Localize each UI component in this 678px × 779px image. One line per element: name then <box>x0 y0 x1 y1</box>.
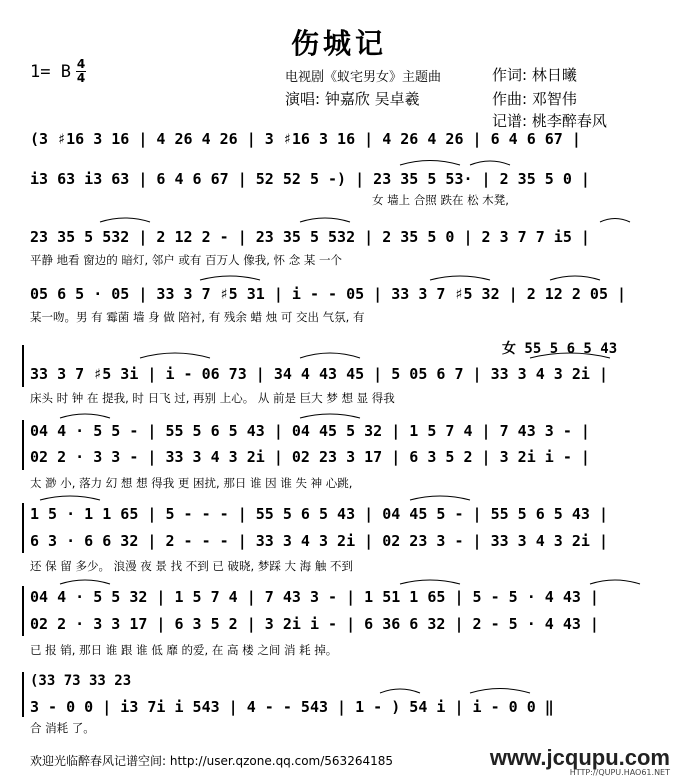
time-signature-top: 4 <box>76 57 86 71</box>
score-row-8-lower: 02 2 · 3 3 17 | 6 3 5 2 | 3 2i i - | 6 36 6 32 | 2 - 5 · 4 43 | <box>30 615 599 633</box>
score-row-7-lower: 6 3 · 6 6 32 | 2 - - - | 33 3 4 3 2i | 02 23 3 - | 33 3 4 3 2i | <box>30 532 608 550</box>
lyric-row-9: 合 消耗 了。 <box>30 721 95 735</box>
composer: 作曲: 邓智伟 <box>492 90 577 108</box>
score-row-9: 3 - 0 0 | i3 7i i 543 | 4 - - 543 | 1 - ) 54 i | i - 0 0 ‖ <box>30 698 554 716</box>
lyricist: 作词: 林日曦 <box>492 66 577 84</box>
score-row-8-upper: 04 4 · 5 5 32 | 1 5 7 4 | 7 43 3 - | 1 51 1 65 | 5 - 5 · 4 43 | <box>30 588 599 606</box>
watermark-url: HTTP://QUPU.HAO61.NET <box>569 768 670 777</box>
score-row-2: i3 63 i3 63 | 6 4 6 67 | 52 52 5 -) | 23 35 5 53· | 2 35 5 0 | <box>30 170 590 188</box>
score-row-4: 05 6 5 · 05 | 33 3 7 ♯5 31 | i - - 05 | 33 3 7 ♯5 32 | 2 12 2 05 | <box>30 285 627 303</box>
score-row-5-upper: 女 55 5 6 5 43 <box>502 341 618 357</box>
score-row-6-lower: 02 2 · 3 3 - | 33 3 4 3 2i | 02 23 3 17 | 6 3 5 2 | 3 2i i - | <box>30 448 590 466</box>
subtitle: 电视剧《蚁宅男女》主题曲 <box>285 70 442 85</box>
watermark-logo: www.jcqupu.com <box>489 745 670 770</box>
score-row-6-upper: 04 4 · 5 5 - | 55 5 6 5 43 | 04 45 5 32 | 1 5 7 4 | 7 43 3 - | <box>30 422 590 440</box>
footer-text: 欢迎光临醉春风记谱空间: http://user.qzone.qq.com/563264185 <box>30 754 394 768</box>
lyric-row-4: 某一吻。男 有 霉菌 墙 身 做 陪衬, 有 残余 蜡 烛 可 交出 气氛, 有 <box>30 310 365 324</box>
lyric-row-7: 还 保 留 多少。 浪漫 夜 景 找 不到 已 破晓, 梦踩 大 海 触 不到 <box>30 559 353 573</box>
score-row-7-upper: 1 5 · 1 1 65 | 5 - - - | 55 5 6 5 43 | 04 45 5 - | 55 5 6 5 43 | <box>30 505 608 523</box>
song-title: 伤城记 <box>290 27 387 60</box>
score-row-3: 23 35 5 532 | 2 12 2 - | 23 35 5 532 | 2 35 5 0 | 2 3 7 7 i5 | <box>30 228 590 246</box>
lyric-row-8: 已 报 销, 那日 谁 跟 谁 低 靡 的爱, 在 高 楼 之间 消 耗 掉。 <box>30 643 338 657</box>
score-row-9-upper: (33 73 33 23 <box>30 673 132 689</box>
lyric-row-2: 女 墙上 合照 跌在 松 木凳, <box>372 193 509 207</box>
lyric-row-5: 床头 时 钟 在 提我, 时 日飞 过, 再别 上心。 从 前是 巨大 梦 想 显 得我 <box>30 391 395 405</box>
score-row-1: (3 ♯16 3 16 | 4 26 4 26 | 3 ♯16 3 16 | 4 26 4 26 | 6 4 6 67 | <box>30 130 581 148</box>
performers: 演唱: 钟嘉欣 吴卓羲 <box>285 90 420 108</box>
lyric-row-3: 平静 地看 窗边的 暗灯, 邻户 或有 百万人 像我, 怀 念 某 一个 <box>30 253 343 267</box>
key-signature: 1= B <box>30 62 71 82</box>
lyric-row-6: 太 渺 小, 落力 幻 想 想 得我 更 困扰, 那日 谁 因 谁 失 神 心跳, <box>30 476 353 490</box>
transcriber: 记谱: 桃李醉春风 <box>492 112 607 130</box>
time-signature-bottom: 4 <box>76 71 86 85</box>
score-row-5: 33 3 7 ♯5 3i | i - 06 73 | 34 4 43 45 | 5 05 6 7 | 33 3 4 3 2i | <box>30 365 608 383</box>
